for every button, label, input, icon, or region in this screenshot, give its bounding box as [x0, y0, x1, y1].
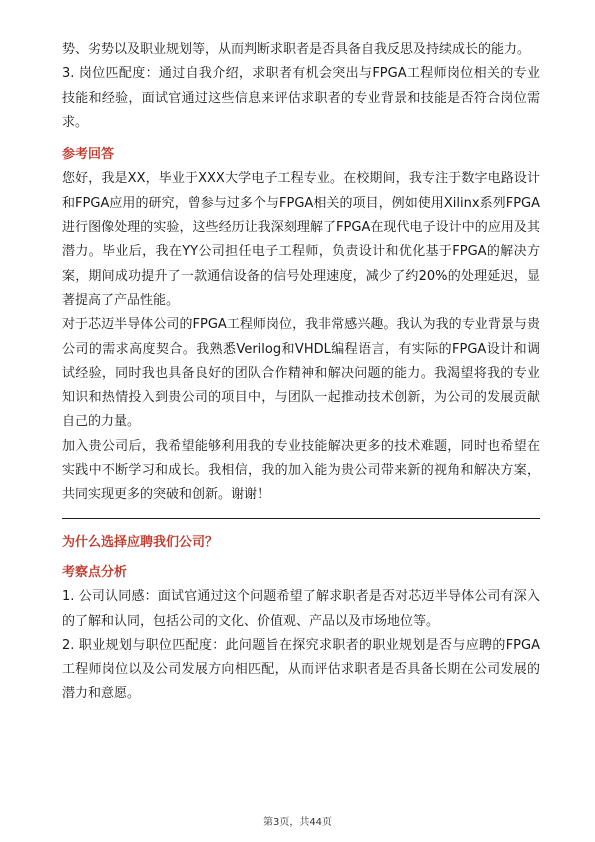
intro-paragraph-1: 势、劣势以及职业规划等，从而判断求职者是否具备自我反思及持续成长的能力。: [62, 42, 531, 57]
answer-paragraph-1: 您好，我是XX，毕业于XXX大学电子工程专业。在校期间，我专注于数字电路设计和FPGA应用的研究，曾参与过多个与FPGA相关的项目，例如使用Xilinx系列FPGA进行图像处理的实验，这些经历让我深刻理解了FPGA在现代电子设计中的应用及其潜力。毕业后，我在YY公司担任电子工程师，负责设计和优化基于FPGA的解决方案，期间成功提升了一款通信设备的信号处理速度，减少了约20%的处理延迟，显著提高了产品性能。: [62, 171, 540, 308]
intro-paragraph-2: 3. 岗位匹配度：通过自我介绍，求职者有机会突出与FPGA工程师岗位相关的专业技能和经验，面试官通过这些信息来评估求职者的专业背景和技能是否符合岗位需求。: [62, 66, 540, 130]
analysis-paragraph-1: 1. 公司认同感：面试官通过这个问题希望了解求职者是否对芯迈半导体公司有深入的了解和认同，包括公司的文化、价值观、产品以及市场地位等。: [62, 589, 540, 629]
analysis-paragraph-2: 2. 职业规划与职位匹配度：此问题旨在探究求职者的职业规划是否与应聘的FPGA工程师岗位以及公司发展方向相匹配，从而评估求职者是否具备长期在公司发展的潜力和意愿。: [62, 637, 540, 702]
answer-paragraph-2: 对于芯迈半导体公司的FPGA工程师岗位，我非常感兴趣。我认为我的专业背景与贵公司的需求高度契合。我熟悉Verilog和VHDL编程语言，有实际的FPGA设计和调试经验，同时我也具备良好的团队合作精神和解决问题的能力。我渴望将我的专业知识和热情投入到贵公司的项目中，与团队一起推动技术创新，为公司的发展贡献自己的力量。: [62, 317, 540, 430]
reference-answer-heading: 参考回答: [62, 147, 115, 163]
section-divider: [62, 518, 540, 519]
answer-paragraph-3: 加入贵公司后，我希望能够利用我的专业技能解决更多的技术难题，同时也希望在实践中不断学习和成长。我相信，我的加入能为贵公司带来新的视角和解决方案，共同实现更多的突破和创新。谢谢！: [62, 438, 540, 503]
question-title: 为什么选择应聘我们公司？: [62, 534, 219, 550]
analysis-heading: 考察点分析: [62, 564, 128, 580]
page-content: [62, 38, 540, 707]
page-number-footer: 第3页，共44页: [262, 817, 333, 828]
